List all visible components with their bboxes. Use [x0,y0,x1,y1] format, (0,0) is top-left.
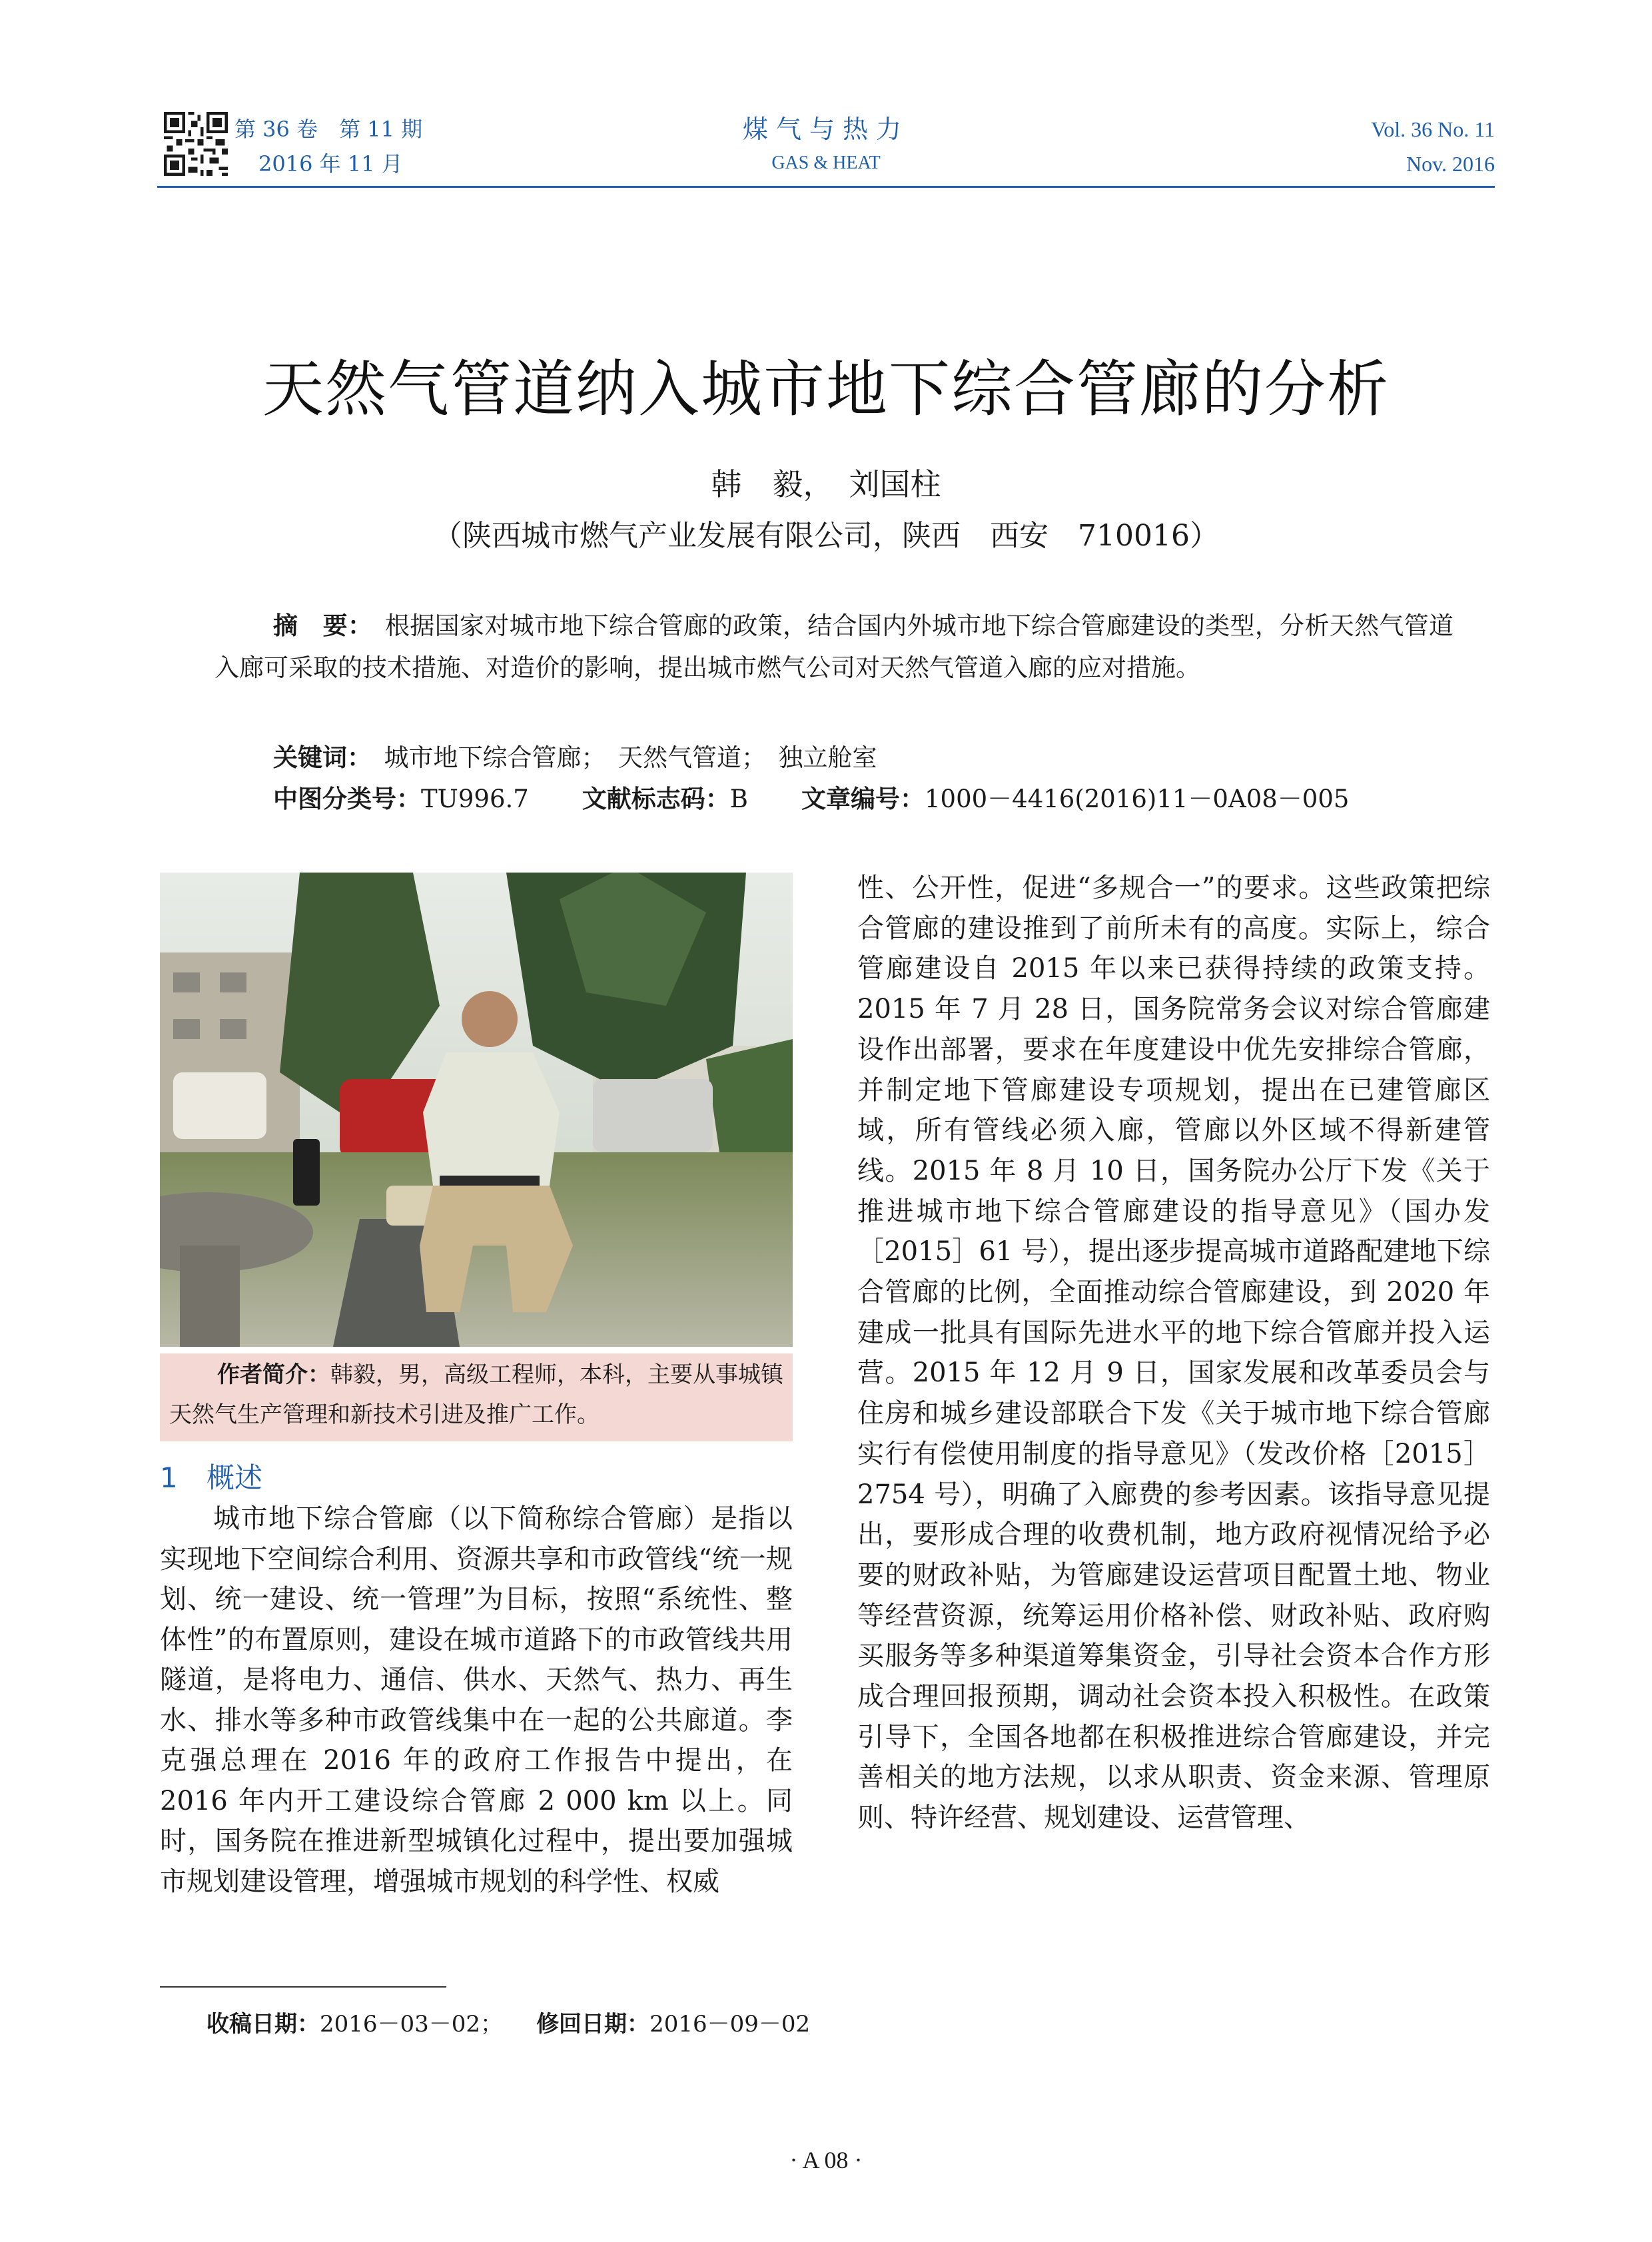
clc-label: 中图分类号： [273,785,421,813]
keywords-text: 城市地下综合管廊； 天然气管道； 独立舱室 [359,743,877,772]
header-volume-en-block [1371,112,1495,181]
header-divider [157,186,1495,188]
article-affiliation: （陕西城市燃气产业发展有限公司，陕西 西安 710016） [433,519,1219,553]
author-photo [160,873,793,1347]
section-number: 1 [160,1461,178,1494]
author-bio [160,1353,793,1441]
author-bio-label: 作者简介： [217,1361,330,1388]
article-no-label: 文章编号： [801,785,925,813]
revised-date: 2016－09－02 [649,2011,811,2038]
footnote-divider [160,1986,446,1988]
doc-code-label: 文献标志码： [582,785,730,813]
page-number: · A 08 · [789,2147,863,2173]
article-title: 天然气管道纳入城市地下综合管廊的分析 [262,354,1390,425]
header-date-en: Nov. 2016 [1406,152,1495,176]
journal-name-en: GAS & HEAT [771,153,881,173]
header-date-cn: 2016 年 11 月 [258,151,403,177]
article-authors: 韩 毅， 刘国柱 [711,466,941,502]
clc-value: TU996.7 [421,785,529,813]
section-heading [160,1457,262,1499]
classification-line [273,779,1349,819]
abstract-label: 摘 要： [273,611,360,640]
qr-code-icon [164,112,228,176]
doc-code-value: B [729,785,748,813]
body-right-column: 性、公开性，促进“多规合一”的要求。这些政策把综合管廊的建设推到了前所未有的高度。实际上，综合管廊建设自 2015 年以来已获得持续的政策支持。2015 年 7 月 28 日，国务院常务会议对综合管廊建设作出部署，要求在年度建设中优先安排综合管廊，并制定地下管廊建设专项规划，提出在已建管廊区域，所有管线必须入廊，管廊以外区域不得新建管线。2015 年 8 月 10 日，国务院办公厅下发《关于推进城市地下综合管廊建设的指导意见》（国办发［2015］61 号），提出逐步提高城市道路配建地下综合管廊的比例，全面推动综合管廊建设，到 2020 年建成一批具有国际先进水平的地下综合管廊并投入运营。2015 年 12 月 9 日，国家发展和改革委员会与住房和城乡建设部联合下发《关于城市地下综合管廊实行有偿使用制度的指导意见》（发改价格［2015］2754 号），明确了入廊费的参考因素。该指导意见提出，要形成合理的收费机制，地方政府视情况给予必要的财政补贴，为管廊建设运营项目配置土地、物业等经营资源，统筹运用价格补偿、财政补贴、政府购买服务等多种渠道筹集资金，引导社会资本合作方形成合理回报预期，调动社会资本投入积极性。在政策引导下，全国各地都在积极推进综合管廊建设，并完善相关的地方法规，以求从职责、资金来源、管理原则、特许经营、规划建设、运营管理、 [857,873,1490,1834]
author-bio-text: 韩毅，男，高级工程师，本科，主要从事城镇天然气生产管理和新技术引进及推广工作。 [169,1361,783,1428]
keywords [273,738,877,778]
keywords-label: 关键词： [273,743,360,772]
revised-label: 修回日期： [536,2011,650,2038]
header-volume-issue: 第 36 卷 第 11 期 [234,117,423,142]
header-volume-en: Vol. 36 No. 11 [1371,117,1495,141]
header-volume-block [234,112,422,181]
received-label: 收稿日期： [206,2011,320,2038]
received-date: 2016－03－02； [320,2011,504,2038]
footnote-dates [206,2008,810,2041]
body-left-column: 城市地下综合管廊（以下简称综合管廊）是指以实现地下空间综合利用、资源共享和市政管线“统一规划、统一建设、统一管理”为目标，按照“系统性、整体性”的布置原则，建设在城市道路下的市政管线共用隧道，是将电力、通信、供水、天然气、热力、再生水、排水等多种市政管线集中在一起的公共廊道。李克强总理在 2016 年的政府工作报告中提出，在 2016 年内开工建设综合管廊 2 000 km 以上。同时，国务院在推进新型城镇化过程中，提出要加强城市规划建设管理，增强城市规划的科学性、权威 [160,1503,793,1897]
abstract [214,605,1453,689]
header-journal-block [733,112,919,180]
section-title: 概述 [206,1461,263,1494]
abstract-text: 根据国家对城市地下综合管廊的政策，结合国内外城市地下综合管廊建设的类型，分析天然气管道入廊可采取的技术措施、对造价的影响，提出城市燃气公司对天然气管道入廊的应对措施。 [214,611,1453,682]
article-no-value: 1000－4416(2016)11－0A08－005 [925,785,1350,813]
journal-name-cn: 煤气与热力 [742,115,909,144]
